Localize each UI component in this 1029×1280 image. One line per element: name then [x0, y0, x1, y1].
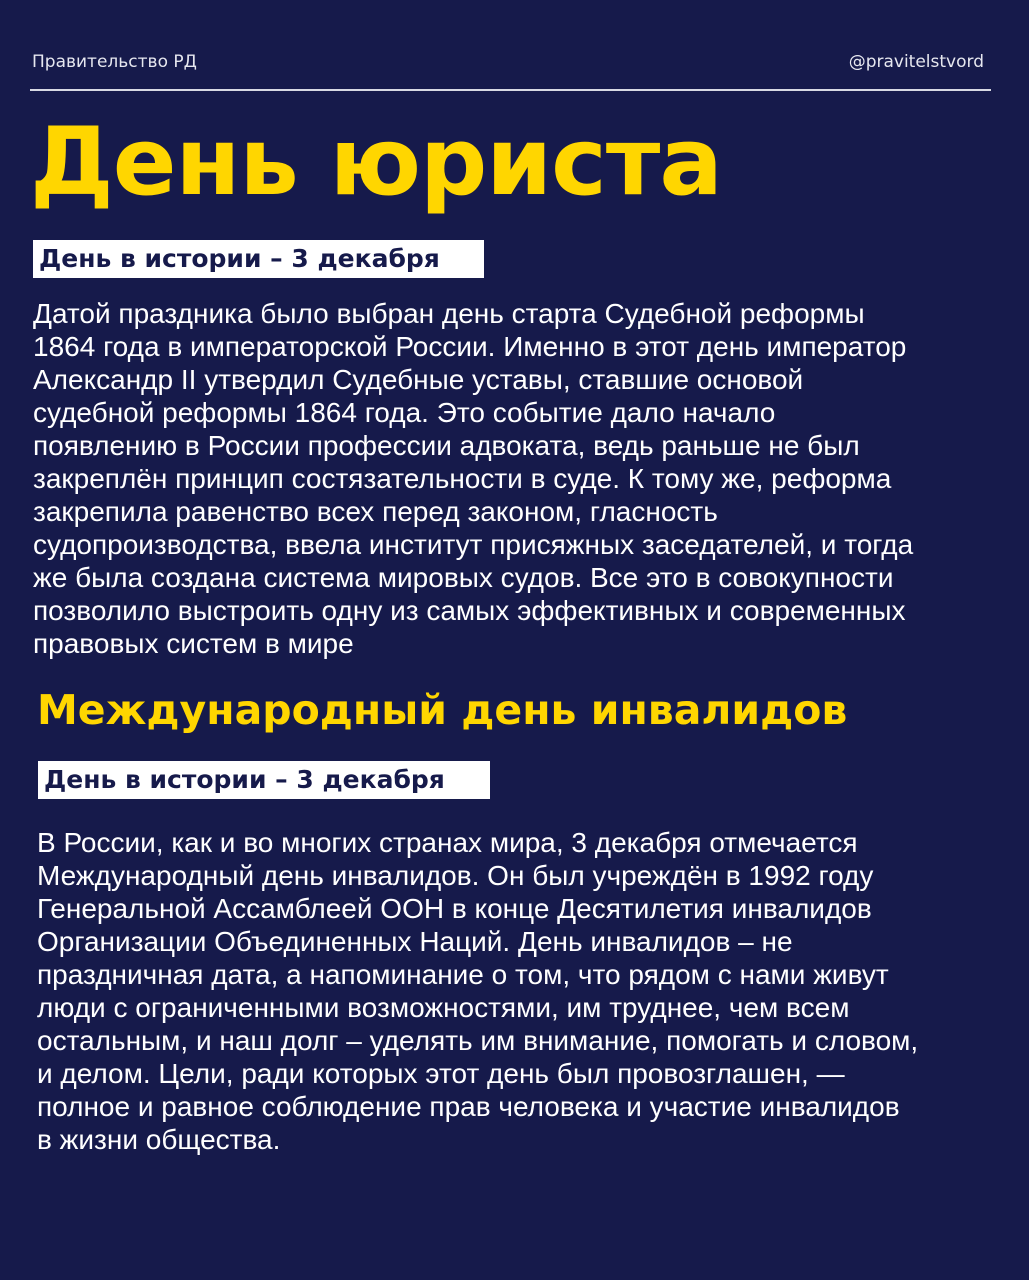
brand-name: Правительство РД — [32, 52, 197, 72]
header-divider — [30, 89, 991, 91]
header — [32, 50, 984, 74]
disability-day-date-tag: День в истории – 3 декабря — [38, 761, 490, 799]
disability-day-title: Международный день инвалидов — [37, 686, 848, 734]
lawyer-day-date-tag: День в истории – 3 декабря — [33, 240, 484, 278]
lawyer-day-description: Датой праздника было выбран день старта Судебной реформы 1864 года в императорской России. Именно в этот день император Александр II утвердил Судебные уставы, ставшие основой судебной реформы 1864 года. Это событие дало начало появлению в России профессии адвоката, ведь раньше не был закреплён принцип состязательности в суде. К тому же, реформа закрепила равенство всех перед законом, гласность судопроизводства, ввела институт присяжных заседателей, и тогда же была создана система мировых судов. Все это в совокупности позволило выстроить одну из самых эффективных и современных правовых систем в мире — [33, 298, 914, 659]
disability-day-description: В России, как и во многих странах мира, 3 декабря отмечается Международный день инвалидов. Он был учреждён в 1992 году Генеральной Ассамблеей ООН в конце Десятилетия инвалидов Организации Объединенных Наций. День инвалидов – не праздничная дата, а напоминание о том, что рядом с нами живут люди с ограниченными возможностями, им труднее, чем всем остальным, и наш долг – уделять им внимание, помогать и словом, и делом. Цели, ради которых этот день был провозглашен, — полное и равное соблюдение прав человека и участие инвалидов в жизни общества. — [37, 827, 919, 1155]
social-handle: @pravitelstvord — [848, 52, 984, 72]
lawyer-day-title: День юриста — [30, 108, 722, 217]
